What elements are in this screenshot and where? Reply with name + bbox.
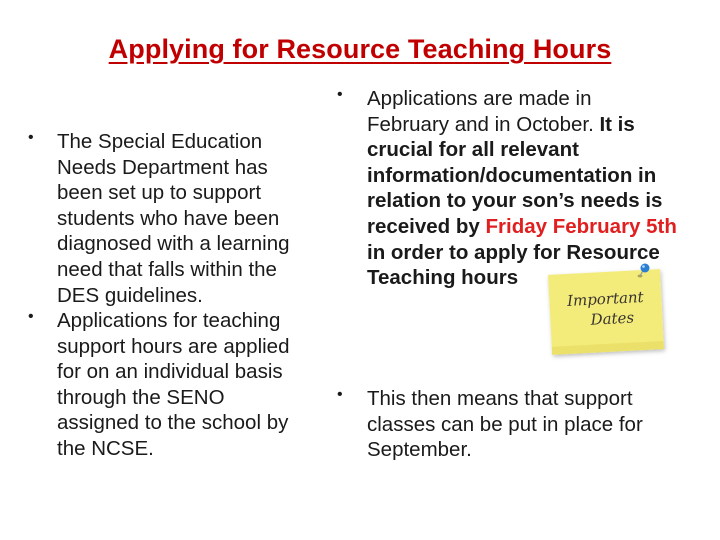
right-b1-line: crucial for all relevant	[367, 138, 579, 162]
right-b1-line: relation to your son’s needs is	[367, 189, 663, 213]
right-bullet-2	[337, 386, 717, 466]
left-b2-line: assigned to the school by	[57, 411, 289, 435]
right-b2-line: This then means that support	[367, 387, 633, 410]
left-b1-line: Needs Department has	[57, 155, 268, 179]
right-b1-text: February and in October.	[367, 112, 600, 136]
left-b1-line: need that falls within the	[57, 257, 277, 281]
right-b1-line: in order to apply for Resource	[367, 240, 660, 264]
right-b2-line: classes can be put in place for	[367, 412, 643, 436]
right-b1-bold-text: received by	[367, 214, 486, 238]
sticky-note-line1: Important	[566, 287, 645, 310]
left-b1-line: students who have been	[57, 206, 280, 230]
right-b1-line	[367, 112, 677, 138]
page-title: Applying for Resource Teaching Hours	[108, 34, 612, 64]
left-b1-line: DES guidelines.	[57, 283, 203, 307]
left-b2-line: support hours are applied	[57, 334, 290, 358]
right-b1-bold-text: It is	[599, 112, 635, 136]
left-bullet-2	[28, 308, 348, 468]
bullet-marker: •	[337, 386, 343, 403]
left-b1-line: The Special Education	[57, 130, 263, 153]
left-bullet-1	[28, 129, 348, 309]
bullet-marker: •	[28, 129, 34, 146]
sticky-note-image	[540, 262, 670, 362]
right-b1-line	[367, 214, 677, 240]
right-b1-line: Applications are made in	[367, 87, 592, 110]
left-b2-line: through the SENO	[57, 385, 225, 409]
left-b1-line: been set up to support	[57, 181, 262, 205]
right-b1-line: Teaching hours	[367, 266, 519, 290]
sticky-note-line2: Dates	[590, 308, 635, 329]
left-b2-line: for on an individual basis	[57, 360, 283, 384]
left-b2-line: the NCSE.	[57, 436, 154, 460]
left-b1-line: diagnosed with a learning	[57, 232, 290, 256]
right-b1-line: information/documentation in	[367, 163, 657, 187]
deadline-date: Friday February 5th	[485, 214, 677, 238]
bullet-marker: •	[28, 308, 34, 325]
important-dates-sticky-note	[540, 262, 670, 362]
left-b2-line: Applications for teaching	[57, 309, 281, 332]
bullet-marker: •	[337, 86, 343, 103]
right-b2-line: September.	[367, 438, 472, 462]
